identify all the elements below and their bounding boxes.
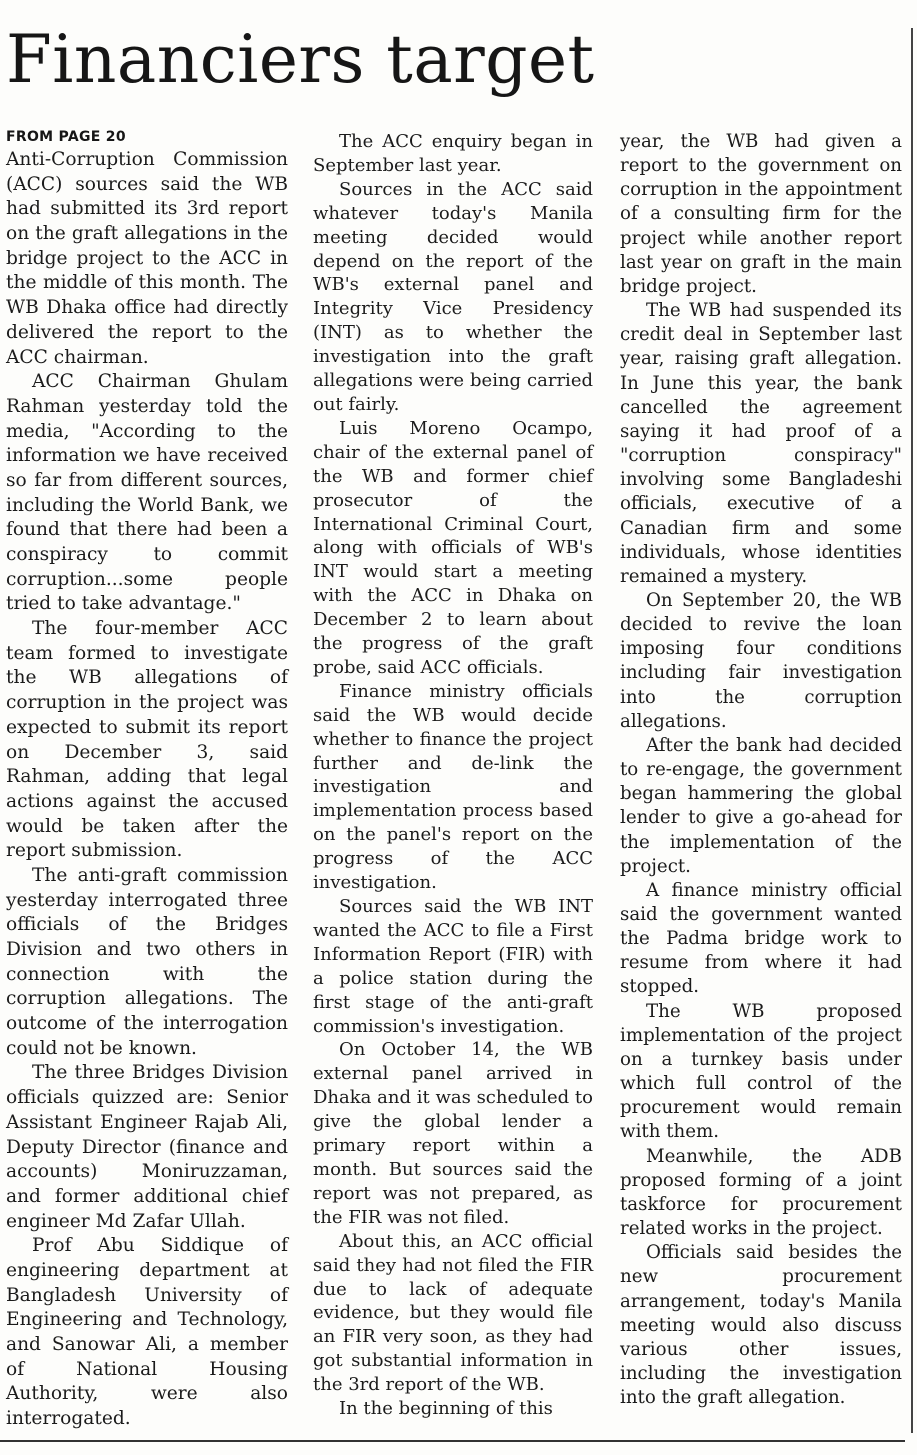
article-paragraph: The ACC enquiry began in September last year.: [313, 131, 593, 176]
article-paragraph: On October 14, the WB external panel arrived in Dhaka and it was scheduled to give the global lender a primary report within a month. But sources said the report was not prepared, as the FIR was not filed.: [313, 1039, 593, 1228]
headline: Financiers target: [6, 21, 595, 98]
article-paragraph: Finance ministry officials said the WB would decide whether to finance the project further and de-link the investigation and implementation process based on the panel's report on the progress of the ACC investigation.: [313, 680, 593, 894]
article-paragraph: Prof Abu Siddique of engineering department at Bangladesh University of Engineering and Technology, and Sanowar Ali, a member of National Housing Authority, were also interrogated.: [6, 1235, 288, 1430]
article-paragraph: Sources said the WB INT wanted the ACC to file a First Information Report (FIR) with a police station during the first stage of the anti-graft commission's investigation.: [313, 896, 593, 1037]
article-paragraph: On September 20, the WB decided to revive the loan imposing four conditions including fair investigation into the corruption allegations.: [620, 589, 902, 732]
article-column-1: [6, 128, 288, 1432]
continuation-kicker: FROM PAGE 20: [6, 129, 126, 145]
article-paragraph: Anti-Corruption Commission (ACC) sources said the WB had submitted its 3rd report on the graft allegations in the bridge project to the ACC in the middle of this month. The WB Dhaka office had directly delivered the report to the ACC chairman.: [6, 149, 288, 368]
article-paragraph: The WB proposed implementation of the project on a turnkey basis under which full control of the procurement would remain with them.: [620, 1000, 902, 1143]
article-paragraph: In the beginning of this: [339, 1398, 553, 1420]
article-paragraph: year, the WB had given a report to the government on corruption in the appointment of a consulting firm for the project while another report last year on graft in the main bridge project.: [620, 131, 902, 297]
article-paragraph: Meanwhile, the ADB proposed forming of a joint taskforce for procurement related works in the project.: [620, 1145, 902, 1240]
bottom-rule: [0, 1440, 905, 1442]
article-paragraph: Sources in the ACC said whatever today's Manila meeting decided would depend on the report of the WB's external panel and Integrity Vice Presidency (INT) as to whether the investigation into the graft allegations were being carried out fairly.: [313, 178, 593, 415]
article-paragraph: About this, an ACC official said they had not filed the FIR due to lack of adequate evidence, but they would file an FIR very soon, as they had got substantial information in the 3rd report of the WB.: [313, 1230, 593, 1396]
article-paragraph: After the bank had decided to re-engage, the government began hammering the global lender to give a go-ahead for the implementation of the project.: [620, 734, 902, 877]
article-paragraph: A finance ministry official said the government wanted the Padma bridge work to resume from where it had stopped.: [620, 879, 902, 998]
article-paragraph: The three Bridges Division officials quizzed are: Senior Assistant Engineer Rajab Ali, Deputy Director (finance and accounts) Moniruzzaman, and former additional chief engineer Md Zafar Ullah.: [6, 1062, 288, 1232]
article-column-3: [620, 130, 902, 1410]
article-paragraph: ACC Chairman Ghulam Rahman yesterday told the media, "According to the information we have received so far from different sources, including the World Bank, we found that there had been a conspiracy to commit corruption...some people tried to take advantage.": [6, 371, 288, 615]
article-paragraph: Officials said besides the new procurement arrangement, today's Manila meeting would also discuss various other issues, including the investigation into the graft allegation.: [620, 1242, 902, 1409]
column-edge-rule: [911, 28, 913, 1433]
article-column-2: [313, 130, 593, 1421]
article-paragraph: Luis Moreno Ocampo, chair of the external panel of the WB and former chief prosecutor of the International Criminal Court, along with officials of WB's INT would start a meeting with the ACC in Dhaka on December 2 to learn about the progress of the graft probe, said ACC officials.: [313, 417, 593, 678]
article-paragraph: The anti-graft commission yesterday interrogated three officials of the Bridges Division and two others in connection with the corruption allegations. The outcome of the interrogation could not be known.: [6, 864, 288, 1059]
article-paragraph: The WB had suspended its credit deal in September last year, raising graft allegation. In June this year, the bank cancelled the agreement saying it had proof of a "corruption conspiracy" involving some Bangladeshi officials, executive of a Canadian firm and some individuals, whose identities remained a mystery.: [620, 300, 902, 587]
article-paragraph: The four-member ACC team formed to investigate the WB allegations of corruption in the project was expected to submit its report on December 3, said Rahman, adding that legal actions against the accused would be taken after the report submission.: [6, 618, 288, 862]
